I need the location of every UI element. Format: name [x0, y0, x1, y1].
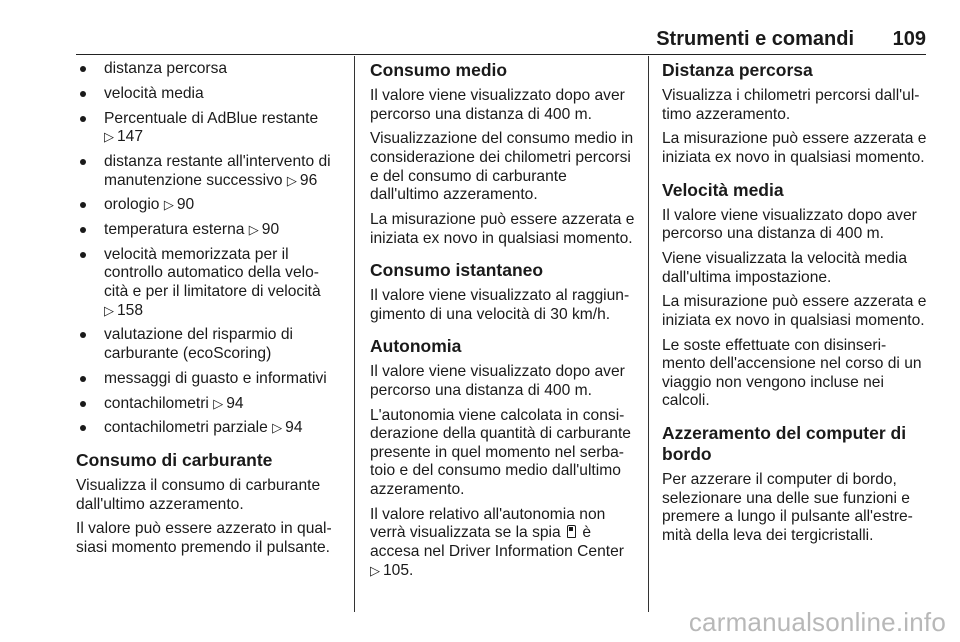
paragraph: Visualizza il consumo di carburante dall'ultimo azzeramento. [76, 476, 321, 513]
bullet-icon [80, 332, 86, 338]
page-header [76, 26, 926, 55]
paragraph: Le soste effettuate con disinseri‑ mento dell'accensione nel corso di un viaggio non vengono incluse nei calcoli. [662, 336, 922, 410]
column-middle [370, 60, 638, 586]
list-item: velocità memorizzata per il controllo automatico della velo‑ cità e per il limitatore di velocità ▷ 158 [76, 246, 344, 320]
bullet-list [76, 60, 344, 438]
heading-distanza-percorsa: Distanza percorsa [662, 60, 813, 80]
list-item: temperatura esterna ▷ 90 [76, 221, 344, 240]
paragraph: L'autonomia viene calcolata in consi‑ derazione della quantità di carburante presente in quel momento nel serba‑ toio e del consumo medio dall'ultimo azzeramento. [370, 406, 631, 499]
page-ref-icon: ▷ [272, 420, 283, 436]
list-item: distanza restante all'intervento di manutenzione successivo ▷ 96 [76, 153, 344, 190]
paragraph: Il valore viene visualizzato al raggiun‑ gimento di una velocità di 30 km/h. [370, 287, 630, 323]
paragraph: Visualizza i chilometri percorsi dall'ul‑ timo azzeramento. [662, 87, 920, 123]
page-ref-icon: ▷ [286, 172, 297, 188]
paragraph: La misurazione può essere azzerata e iniziata ex novo in qualsiasi momento. [662, 130, 927, 166]
watermark: carmanualsonline.info [688, 607, 946, 637]
page-ref-icon: ▷ [248, 222, 259, 238]
list-item: contachilometri ▷ 94 [76, 395, 344, 414]
page-link[interactable]: 90 [261, 221, 280, 239]
bullet-icon [80, 116, 86, 122]
page-link[interactable]: 147 [117, 128, 144, 146]
page-ref-icon: ▷ [370, 562, 380, 578]
bullet-icon [80, 401, 86, 407]
bullet-icon [80, 159, 86, 165]
column-divider-1 [354, 56, 355, 612]
fuel-warning-icon [567, 525, 576, 538]
paragraph: Per azzerare il computer di bordo, selezionare una delle sue funzioni e premere a lungo il pulsante all'estre‑ mità della leva dei tergicristalli. [662, 471, 913, 544]
bullet-icon [80, 252, 86, 258]
paragraph: Il valore può essere azzerato in qual‑ siasi momento premendo il pulsante. [76, 520, 332, 556]
list-item: messaggi di guasto e informativi [76, 370, 344, 389]
column-divider-2 [648, 56, 649, 612]
heading-consumo-carburante: Consumo di carburante [76, 449, 273, 470]
paragraph: Il valore viene visualizzato dopo aver percorso una distanza di 400 m. [370, 87, 625, 123]
bullet-icon [80, 91, 86, 97]
page-ref-icon: ▷ [104, 302, 114, 318]
list-item: orologio ▷ 90 [76, 196, 344, 215]
bullet-icon [80, 66, 86, 72]
bullet-icon [80, 376, 86, 382]
page-number: 109 [892, 28, 926, 50]
heading-consumo-istantaneo: Consumo istantaneo [370, 260, 544, 281]
heading-velocita-media: Velocità media [662, 179, 784, 200]
section-title: Strumenti e comandi [656, 28, 854, 50]
page-link[interactable]: 94 [226, 394, 244, 412]
bullet-icon [80, 425, 86, 431]
list-item: velocità media [76, 85, 344, 104]
page-link[interactable]: 105. [383, 561, 414, 579]
list-item: contachilometri parziale ▷ 94 [76, 419, 344, 438]
bullet-icon [80, 227, 86, 233]
page-link[interactable]: 158 [117, 301, 144, 319]
page-ref-icon: ▷ [104, 129, 114, 145]
paragraph: Il valore viene visualizzato dopo aver percorso una distanza di 400 m. [370, 363, 625, 399]
paragraph: Il valore viene visualizzato dopo aver percorso una distanza di 400 m. [662, 206, 917, 243]
page-ref-icon: ▷ [213, 395, 224, 411]
column-right [662, 60, 930, 552]
heading-autonomia: Autonomia [370, 336, 462, 357]
list-item: valutazione del risparmio di carburante (ecoScoring) [76, 326, 344, 363]
heading-azzeramento: Azzeramento del computer di bordo [662, 423, 907, 465]
page-ref-icon: ▷ [163, 197, 174, 213]
page-link[interactable]: 96 [299, 171, 318, 189]
page-link[interactable]: 94 [285, 419, 303, 437]
list-item: distanza percorsa [76, 60, 344, 79]
paragraph: Il valore relativo all'autonomia non verrà visualizzata se la spia è accesa nel Driver Information Center ▷ 105. [370, 505, 624, 579]
page-link[interactable]: 90 [176, 196, 195, 214]
paragraph: Viene visualizzata la velocità media dall'ultima impostazione. [662, 249, 908, 286]
column-left [76, 60, 344, 564]
bullet-icon [80, 202, 86, 208]
heading-consumo-medio: Consumo medio [370, 60, 508, 80]
paragraph: La misurazione può essere azzerata e iniziata ex novo in qualsiasi momento. [662, 293, 927, 329]
paragraph: Visualizzazione del consumo medio in considerazione dei chilometri percorsi e del consumo di carburante dall'ultimo azzeramento. [370, 130, 634, 204]
list-item: Percentuale di AdBlue restante ▷ 147 [76, 110, 344, 147]
paragraph: La misurazione può essere azzerata e iniziata ex novo in qualsiasi momento. [370, 210, 635, 247]
